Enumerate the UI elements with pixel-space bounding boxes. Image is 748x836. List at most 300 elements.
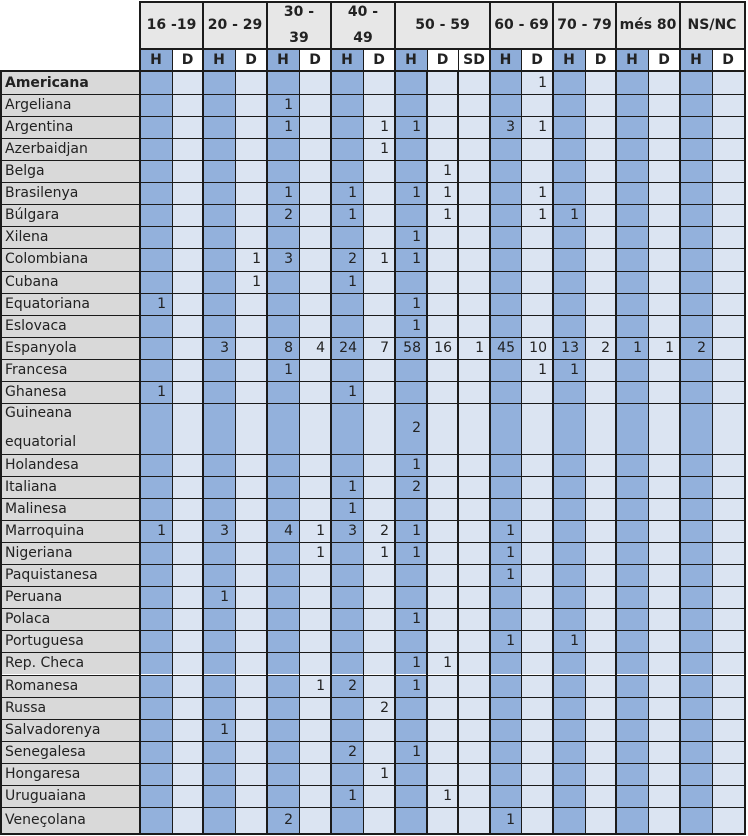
value-cell (299, 248, 331, 270)
sub-header-h: H (203, 50, 235, 70)
value-cell (331, 542, 363, 564)
value-cell (648, 204, 680, 226)
value-cell (616, 542, 648, 564)
value-cell (458, 498, 490, 520)
value-cell (521, 675, 553, 697)
value-cell (458, 116, 490, 138)
value-cell: 1 (267, 359, 299, 381)
value-cell (458, 520, 490, 542)
value-cell (616, 94, 648, 116)
nationality-label: Eslovaca (0, 315, 140, 337)
value-cell (203, 697, 235, 719)
value-cell (585, 226, 616, 248)
value-cell: 1 (427, 182, 458, 204)
value-cell (648, 454, 680, 476)
value-cell: 3 (331, 520, 363, 542)
value-cell (648, 697, 680, 719)
value-cell: 1 (521, 116, 553, 138)
value-cell: 2 (395, 403, 427, 454)
value-cell (363, 498, 395, 520)
row-line (0, 630, 745, 631)
value-cell: 1 (299, 542, 331, 564)
value-cell: 1 (395, 520, 427, 542)
value-cell: 1 (521, 182, 553, 204)
value-cell (585, 160, 616, 182)
value-cell (140, 785, 172, 807)
value-cell (553, 476, 585, 498)
value-cell: 10 (521, 337, 553, 359)
value-cell (203, 160, 235, 182)
value-cell (490, 498, 521, 520)
column-line (172, 50, 173, 834)
value-cell: 1 (331, 182, 363, 204)
value-cell (712, 337, 744, 359)
value-cell (235, 608, 267, 630)
value-cell (203, 542, 235, 564)
value-cell (427, 226, 458, 248)
row-line (0, 204, 745, 205)
value-cell (648, 564, 680, 586)
value-cell (235, 204, 267, 226)
value-cell (331, 719, 363, 741)
value-cell (203, 138, 235, 160)
value-cell (172, 337, 203, 359)
value-cell (585, 719, 616, 741)
value-cell (395, 204, 427, 226)
value-cell (172, 741, 203, 763)
value-cell (521, 763, 553, 785)
value-cell (490, 675, 521, 697)
value-cell (363, 226, 395, 248)
value-cell (616, 454, 648, 476)
value-cell (616, 586, 648, 608)
nationality-label: Azerbaidjan (0, 138, 140, 160)
value-cell (648, 652, 680, 674)
value-cell (363, 785, 395, 807)
value-cell (427, 359, 458, 381)
value-cell (458, 454, 490, 476)
value-cell (553, 741, 585, 763)
value-cell (140, 476, 172, 498)
value-cell: 1 (521, 72, 553, 94)
value-cell: 2 (331, 741, 363, 763)
value-cell (363, 476, 395, 498)
row-line (0, 359, 745, 360)
value-cell (427, 586, 458, 608)
value-cell (267, 763, 299, 785)
value-cell (172, 520, 203, 542)
nationality-label: Búlgara (0, 204, 140, 226)
value-cell: 1 (521, 359, 553, 381)
value-cell: 45 (490, 337, 521, 359)
value-cell (331, 226, 363, 248)
value-cell (235, 741, 267, 763)
value-cell (680, 204, 712, 226)
value-cell (203, 315, 235, 337)
value-cell: 1 (363, 138, 395, 160)
value-cell (680, 160, 712, 182)
value-cell (363, 293, 395, 315)
value-cell (299, 403, 331, 454)
value-cell (140, 652, 172, 674)
value-cell (648, 763, 680, 785)
value-cell: 1 (427, 652, 458, 674)
value-cell (616, 403, 648, 454)
row-line (0, 182, 745, 183)
value-cell (680, 359, 712, 381)
value-cell (458, 542, 490, 564)
value-cell (427, 271, 458, 293)
value-cell (712, 72, 744, 94)
value-cell (331, 160, 363, 182)
value-cell (203, 608, 235, 630)
value-cell (235, 564, 267, 586)
value-cell: 1 (363, 763, 395, 785)
value-cell (331, 403, 363, 454)
value-cell (172, 226, 203, 248)
value-cell (299, 72, 331, 94)
value-cell: 1 (363, 542, 395, 564)
value-cell (427, 498, 458, 520)
value-cell (712, 138, 744, 160)
value-cell (203, 741, 235, 763)
value-cell (490, 293, 521, 315)
value-cell (140, 586, 172, 608)
value-cell (680, 476, 712, 498)
value-cell (172, 807, 203, 834)
value-cell (203, 675, 235, 697)
value-cell (235, 498, 267, 520)
value-cell: 2 (363, 520, 395, 542)
value-cell (521, 94, 553, 116)
value-cell (712, 697, 744, 719)
nationality-label: Veneçolana (0, 807, 140, 834)
value-cell (172, 315, 203, 337)
value-cell (140, 72, 172, 94)
value-cell (203, 182, 235, 204)
value-cell (648, 476, 680, 498)
value-cell (235, 476, 267, 498)
value-cell (712, 586, 744, 608)
value-cell: 1 (140, 520, 172, 542)
value-cell (521, 608, 553, 630)
value-cell (331, 630, 363, 652)
value-cell (585, 652, 616, 674)
value-cell (203, 72, 235, 94)
value-cell (616, 204, 648, 226)
value-cell (648, 807, 680, 834)
nationality-label: Romanesa (0, 675, 140, 697)
value-cell (235, 359, 267, 381)
value-cell (203, 763, 235, 785)
value-cell (648, 785, 680, 807)
value-cell (172, 359, 203, 381)
value-cell (395, 498, 427, 520)
value-cell: 1 (299, 675, 331, 697)
value-cell (585, 520, 616, 542)
value-cell (363, 741, 395, 763)
value-cell (490, 226, 521, 248)
nationality-label: Malinesa (0, 498, 140, 520)
value-cell (331, 454, 363, 476)
value-cell (616, 315, 648, 337)
value-cell (267, 293, 299, 315)
value-cell (267, 315, 299, 337)
value-cell (585, 271, 616, 293)
value-cell: 1 (458, 337, 490, 359)
value-cell: 1 (331, 381, 363, 403)
value-cell (616, 72, 648, 94)
value-cell (458, 271, 490, 293)
value-cell (235, 293, 267, 315)
value-cell (680, 741, 712, 763)
value-cell (331, 138, 363, 160)
value-cell (585, 454, 616, 476)
value-cell (140, 116, 172, 138)
value-cell: 1 (490, 807, 521, 834)
value-cell: 1 (395, 675, 427, 697)
value-cell (712, 608, 744, 630)
value-cell (521, 630, 553, 652)
row-line (0, 719, 745, 720)
sub-header-d: D (363, 50, 395, 70)
row-line (0, 248, 745, 249)
value-cell (299, 630, 331, 652)
value-cell (299, 94, 331, 116)
value-cell (585, 785, 616, 807)
value-cell (395, 807, 427, 834)
value-cell (616, 160, 648, 182)
value-cell (648, 226, 680, 248)
value-cell (712, 381, 744, 403)
value-cell (553, 454, 585, 476)
value-cell (490, 359, 521, 381)
row-line (0, 763, 745, 764)
value-cell (490, 94, 521, 116)
value-cell (490, 182, 521, 204)
group-separator (394, 1, 396, 835)
value-cell (267, 630, 299, 652)
value-cell (395, 271, 427, 293)
value-cell (172, 564, 203, 586)
value-cell (363, 359, 395, 381)
value-cell (235, 454, 267, 476)
value-cell (712, 785, 744, 807)
value-cell (490, 586, 521, 608)
value-cell (363, 652, 395, 674)
nationality-label: Colombiana (0, 248, 140, 270)
value-cell (140, 454, 172, 476)
value-cell (616, 520, 648, 542)
value-cell: 1 (395, 182, 427, 204)
value-cell (458, 807, 490, 834)
value-cell: 4 (299, 337, 331, 359)
value-cell (553, 160, 585, 182)
row-line (0, 741, 745, 742)
column-line (648, 50, 649, 834)
value-cell (395, 697, 427, 719)
group-separator (330, 1, 332, 835)
value-cell (267, 785, 299, 807)
value-cell (585, 94, 616, 116)
value-cell (172, 719, 203, 741)
nationality-label: Paquistanesa (0, 564, 140, 586)
value-cell (521, 454, 553, 476)
value-cell (331, 315, 363, 337)
value-cell (490, 652, 521, 674)
value-cell (585, 293, 616, 315)
row-line (0, 675, 745, 676)
value-cell (267, 454, 299, 476)
value-cell (363, 182, 395, 204)
value-cell (427, 719, 458, 741)
value-cell (140, 160, 172, 182)
value-cell (616, 741, 648, 763)
value-cell (585, 586, 616, 608)
nationality-label: Ghanesa (0, 381, 140, 403)
value-cell (363, 454, 395, 476)
value-cell (521, 476, 553, 498)
row-line (0, 520, 745, 521)
value-cell: 13 (553, 337, 585, 359)
value-cell (140, 226, 172, 248)
value-cell: 1 (427, 160, 458, 182)
value-cell (553, 94, 585, 116)
value-cell (553, 542, 585, 564)
value-cell (458, 630, 490, 652)
value-cell (172, 403, 203, 454)
sub-header-h: H (140, 50, 172, 70)
value-cell (203, 204, 235, 226)
value-cell: 1 (521, 204, 553, 226)
value-cell (267, 697, 299, 719)
value-cell (235, 226, 267, 248)
value-cell: 1 (395, 315, 427, 337)
value-cell (363, 72, 395, 94)
nationality-label: Senegalesa (0, 741, 140, 763)
value-cell (712, 204, 744, 226)
value-cell (299, 564, 331, 586)
value-cell (299, 116, 331, 138)
value-cell (490, 785, 521, 807)
value-cell (267, 719, 299, 741)
value-cell (172, 697, 203, 719)
value-cell (267, 476, 299, 498)
sub-header-d: D (648, 50, 680, 70)
value-cell (267, 381, 299, 403)
value-cell: 1 (490, 542, 521, 564)
value-cell: 3 (203, 520, 235, 542)
value-cell (585, 204, 616, 226)
value-cell: 2 (331, 248, 363, 270)
value-cell (363, 403, 395, 454)
sub-header-h: H (490, 50, 521, 70)
value-cell (172, 116, 203, 138)
value-cell (521, 248, 553, 270)
value-cell (680, 454, 712, 476)
value-cell: 1 (363, 248, 395, 270)
value-cell (203, 476, 235, 498)
value-cell (235, 697, 267, 719)
value-cell (172, 248, 203, 270)
value-cell (172, 72, 203, 94)
column-line (585, 50, 586, 834)
value-cell: 1 (490, 520, 521, 542)
value-cell (299, 652, 331, 674)
age-group-header: 30 - 39 (267, 3, 331, 48)
value-cell: 7 (363, 337, 395, 359)
value-cell: 1 (395, 226, 427, 248)
sub-header-h: H (680, 50, 712, 70)
value-cell (712, 271, 744, 293)
value-cell (680, 381, 712, 403)
value-cell (427, 454, 458, 476)
value-cell (553, 675, 585, 697)
value-cell (616, 675, 648, 697)
sub-header-h: H (616, 50, 648, 70)
value-cell (427, 293, 458, 315)
value-cell (140, 564, 172, 586)
value-cell (553, 226, 585, 248)
value-cell: 1 (395, 116, 427, 138)
value-cell (712, 454, 744, 476)
value-cell (553, 785, 585, 807)
value-cell (235, 675, 267, 697)
value-cell (712, 359, 744, 381)
value-cell (235, 807, 267, 834)
row-line (0, 697, 745, 698)
value-cell (585, 403, 616, 454)
value-cell (203, 807, 235, 834)
value-cell (648, 116, 680, 138)
nationality-label: Equatoriana (0, 293, 140, 315)
row-line (0, 381, 745, 382)
value-cell (521, 226, 553, 248)
value-cell (235, 182, 267, 204)
value-cell (331, 564, 363, 586)
value-cell (680, 403, 712, 454)
value-cell (172, 785, 203, 807)
nationality-label: Peruana (0, 586, 140, 608)
nationality-label: Belga (0, 160, 140, 182)
value-cell (521, 138, 553, 160)
value-cell (553, 271, 585, 293)
value-cell (395, 359, 427, 381)
row-line (0, 138, 745, 139)
value-cell (427, 675, 458, 697)
value-cell: 24 (331, 337, 363, 359)
value-cell (553, 182, 585, 204)
value-cell (267, 652, 299, 674)
value-cell: 2 (267, 204, 299, 226)
value-cell (585, 359, 616, 381)
value-cell (140, 719, 172, 741)
value-cell (616, 182, 648, 204)
value-cell (140, 608, 172, 630)
value-cell (140, 498, 172, 520)
value-cell (680, 652, 712, 674)
sub-header-d: D (585, 50, 616, 70)
value-cell (363, 719, 395, 741)
value-cell (458, 182, 490, 204)
value-cell (458, 608, 490, 630)
value-cell (616, 498, 648, 520)
value-cell (680, 94, 712, 116)
value-cell (235, 337, 267, 359)
value-cell (427, 476, 458, 498)
value-cell: 1 (553, 204, 585, 226)
value-cell (616, 763, 648, 785)
